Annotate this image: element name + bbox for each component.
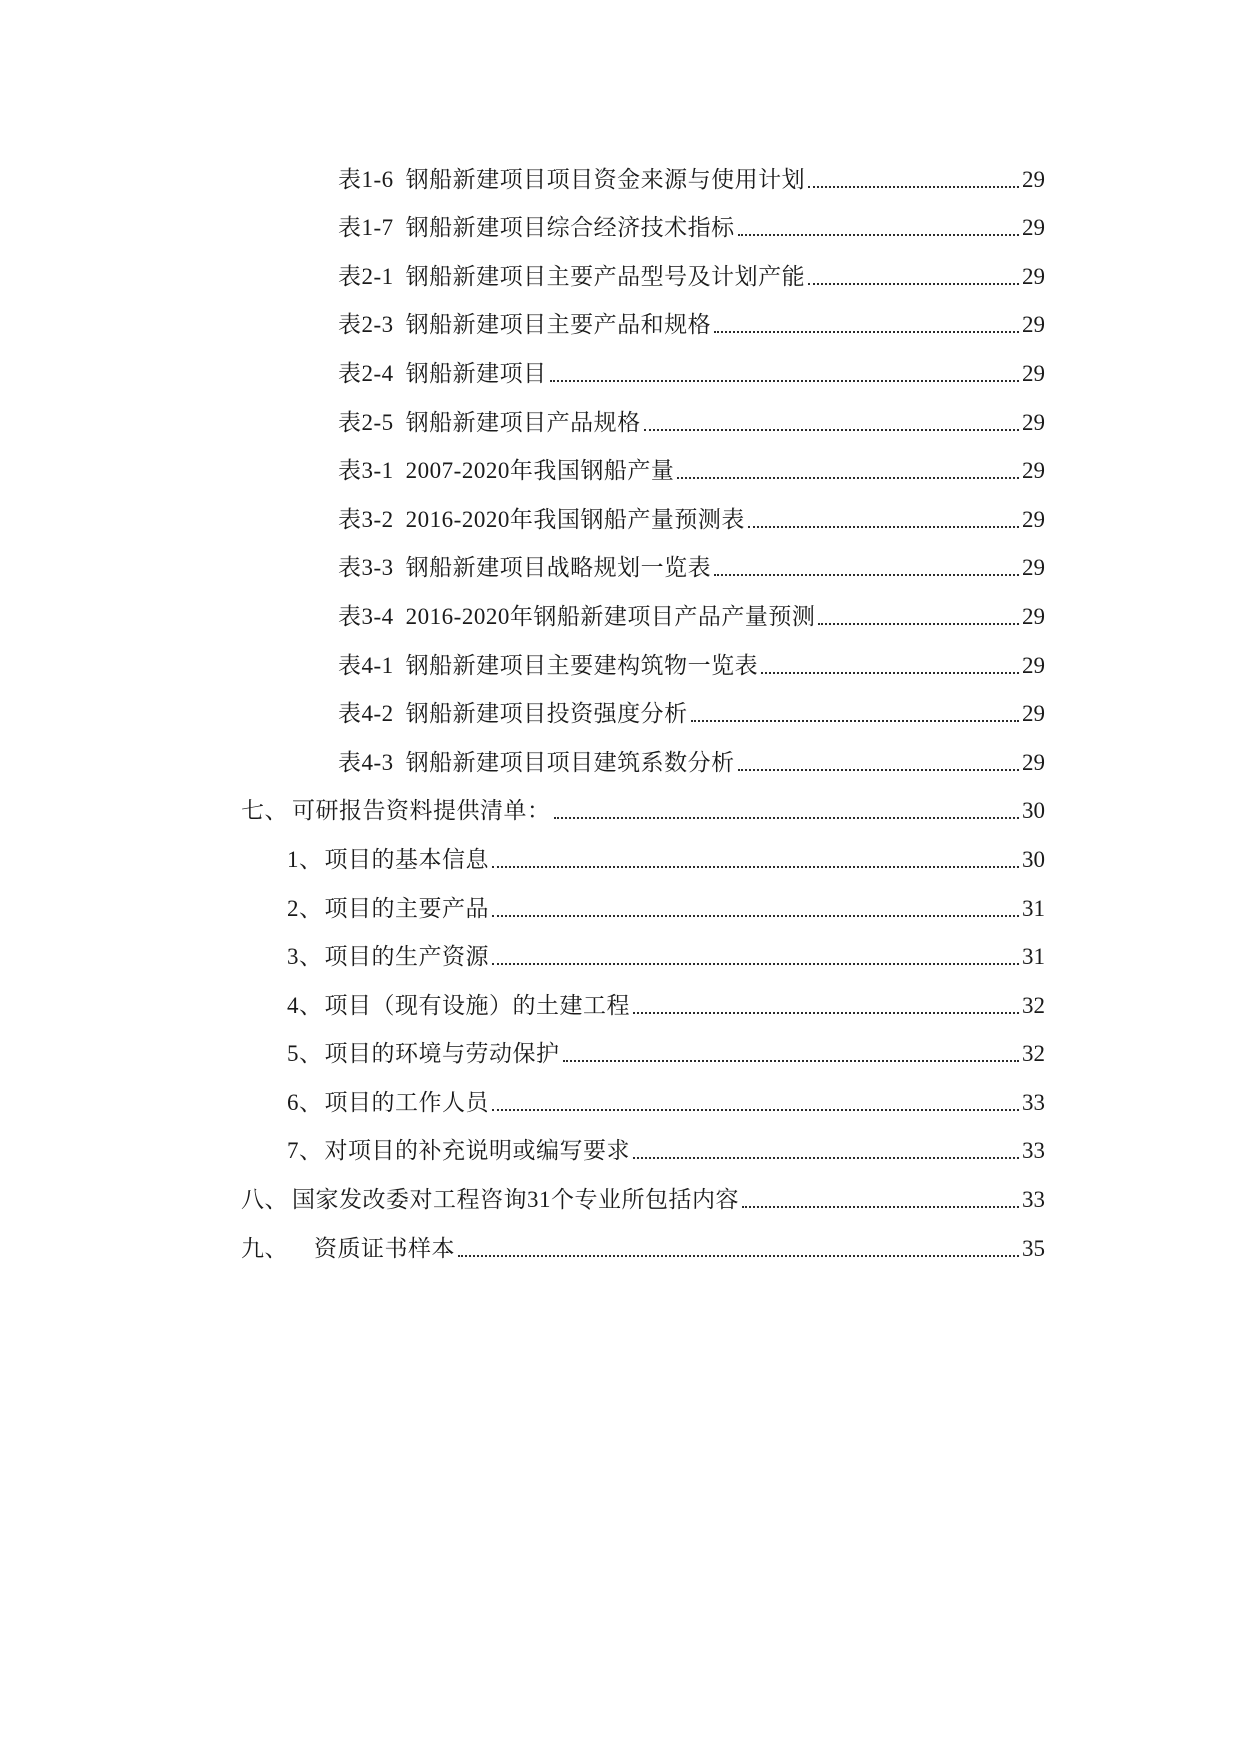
- toc-entry[interactable]: [0, 832, 1241, 881]
- toc-entry[interactable]: [0, 687, 1241, 736]
- toc-entry-title: 项目的生产资源: [324, 944, 489, 970]
- toc-entry[interactable]: [0, 201, 1241, 250]
- toc-entry-title: 项目的工作人员: [324, 1089, 489, 1115]
- table-of-contents: [0, 152, 1241, 1270]
- toc-entry-label: [338, 310, 711, 340]
- toc-entry-page-number: 29: [1022, 409, 1045, 435]
- dot-leader: [818, 623, 1019, 625]
- toc-entry-label: [338, 262, 805, 292]
- toc-entry-label: [338, 165, 805, 195]
- toc-entry-number: 九、: [241, 1235, 288, 1261]
- toc-entry-title: 资质证书样本: [314, 1235, 455, 1261]
- toc-entry-title: 项目的基本信息: [324, 846, 489, 872]
- toc-entry-number: 表2-5: [338, 409, 394, 435]
- dot-leader: [808, 186, 1019, 188]
- dot-leader: [492, 866, 1019, 868]
- toc-entry-title: 2016-2020年我国钢船产量预测表: [405, 506, 745, 532]
- dot-leader: [748, 526, 1019, 528]
- toc-entry[interactable]: [0, 978, 1241, 1027]
- dot-leader: [492, 915, 1019, 917]
- toc-entry[interactable]: [0, 346, 1241, 395]
- toc-entry-title: 钢船新建项目主要建构筑物一览表: [405, 652, 759, 678]
- toc-entry-title: 钢船新建项目综合经济技术指标: [405, 215, 735, 241]
- toc-entry-number: 6、: [287, 1089, 323, 1115]
- toc-entry[interactable]: [0, 784, 1241, 833]
- dot-leader: [563, 1060, 1020, 1062]
- toc-entry-label: [338, 408, 641, 438]
- toc-entry-page-number: 31: [1022, 944, 1045, 970]
- toc-entry-page-number: 29: [1022, 652, 1045, 678]
- toc-entry-page-number: 33: [1022, 1138, 1045, 1164]
- toc-entry-title: 钢船新建项目战略规划一览表: [405, 555, 712, 581]
- toc-entry[interactable]: [0, 1075, 1241, 1124]
- toc-entry-number: 表1-7: [338, 215, 394, 241]
- dot-leader: [633, 1012, 1019, 1014]
- toc-entry-title: 2016-2020年钢船新建项目产品产量预测: [405, 603, 816, 629]
- toc-entry-label: [241, 1234, 455, 1264]
- toc-entry-number: 5、: [287, 1041, 323, 1067]
- toc-entry-page-number: 29: [1022, 166, 1045, 192]
- toc-entry[interactable]: [0, 249, 1241, 298]
- toc-entry-label: [338, 505, 745, 535]
- toc-entry-title: 钢船新建项目主要产品型号及计划产能: [405, 263, 806, 289]
- dot-leader: [761, 672, 1019, 674]
- toc-entry-page-number: 29: [1022, 263, 1045, 289]
- toc-entry[interactable]: [0, 638, 1241, 687]
- toc-entry-label: [338, 748, 735, 778]
- dot-leader: [492, 1109, 1019, 1111]
- toc-entry-label: [338, 699, 688, 729]
- toc-entry-number: 表3-4: [338, 603, 394, 629]
- dot-leader: [738, 234, 1019, 236]
- toc-entry[interactable]: [0, 541, 1241, 590]
- toc-entry-number: 1、: [287, 846, 323, 872]
- toc-entry-label: [287, 1136, 630, 1166]
- dot-leader: [554, 817, 1020, 819]
- toc-entry-page-number: 33: [1022, 1089, 1045, 1115]
- dot-leader: [633, 1157, 1019, 1159]
- toc-entry[interactable]: [0, 298, 1241, 347]
- toc-entry[interactable]: [0, 1172, 1241, 1221]
- toc-entry-title: 对项目的补充说明或编写要求: [324, 1138, 630, 1164]
- toc-entry-page-number: 31: [1022, 895, 1045, 921]
- toc-entry-title: 2007-2020年我国钢船产量: [405, 458, 675, 484]
- toc-entry-title: 可研报告资料提供清单：: [292, 798, 551, 824]
- toc-entry-number: 表2-1: [338, 263, 394, 289]
- toc-entry-page-number: 35: [1022, 1235, 1045, 1261]
- toc-entry-page-number: 29: [1022, 701, 1045, 727]
- toc-entry-number: 七、: [241, 798, 288, 824]
- toc-entry-label: [287, 991, 630, 1021]
- dot-leader: [808, 283, 1019, 285]
- dot-leader: [550, 380, 1019, 382]
- toc-entry[interactable]: [0, 152, 1241, 201]
- toc-entry-title: 钢船新建项目: [405, 360, 547, 386]
- toc-entry[interactable]: [0, 1221, 1241, 1270]
- toc-entry-label: [287, 1039, 560, 1069]
- dot-leader: [677, 477, 1019, 479]
- toc-entry[interactable]: [0, 444, 1241, 493]
- toc-entry-label: [338, 359, 547, 389]
- toc-entry-number: 表2-3: [338, 312, 394, 338]
- toc-entry-number: 表3-1: [338, 458, 394, 484]
- dot-leader: [691, 720, 1019, 722]
- toc-entry-label: [338, 213, 735, 243]
- toc-entry-title: 国家发改委对工程咨询31个专业所包括内容: [292, 1187, 739, 1213]
- toc-entry-label: [338, 553, 711, 583]
- dot-leader: [714, 331, 1019, 333]
- toc-entry-page-number: 29: [1022, 555, 1045, 581]
- toc-entry-label: [338, 651, 758, 681]
- toc-entry[interactable]: [0, 1027, 1241, 1076]
- toc-entry[interactable]: [0, 930, 1241, 979]
- toc-entry-title: 钢船新建项目投资强度分析: [405, 701, 688, 727]
- toc-entry-label: [338, 602, 815, 632]
- toc-entry-page-number: 32: [1022, 1041, 1045, 1067]
- toc-entry-number: 4、: [287, 992, 323, 1018]
- dot-leader: [742, 1206, 1019, 1208]
- toc-entry[interactable]: [0, 1124, 1241, 1173]
- toc-entry-page-number: 29: [1022, 360, 1045, 386]
- dot-leader: [714, 574, 1019, 576]
- toc-entry-label: [241, 1185, 739, 1215]
- toc-entry-title: 钢船新建项目主要产品和规格: [405, 312, 712, 338]
- toc-entry-title: 项目的主要产品: [324, 895, 489, 921]
- toc-entry-number: 表4-3: [338, 749, 394, 775]
- toc-entry-page-number: 33: [1022, 1187, 1045, 1213]
- toc-entry-number: 表1-6: [338, 166, 394, 192]
- toc-entry-label: [287, 845, 489, 875]
- toc-entry-number: 表3-2: [338, 506, 394, 532]
- toc-entry-page-number: 30: [1022, 846, 1045, 872]
- toc-entry-label: [287, 894, 489, 924]
- toc-entry-page-number: 29: [1022, 458, 1045, 484]
- dot-leader: [738, 769, 1019, 771]
- toc-entry-title: 钢船新建项目项目建筑系数分析: [405, 749, 735, 775]
- toc-entry-number: 八、: [241, 1187, 288, 1213]
- toc-entry[interactable]: [0, 395, 1241, 444]
- toc-entry-number: 2、: [287, 895, 323, 921]
- toc-entry-number: 表4-1: [338, 652, 394, 678]
- toc-entry[interactable]: [0, 735, 1241, 784]
- toc-entry-title: 项目（现有设施）的土建工程: [324, 992, 630, 1018]
- toc-entry-title: 钢船新建项目产品规格: [405, 409, 641, 435]
- toc-entry-page-number: 29: [1022, 603, 1045, 629]
- dot-leader: [492, 963, 1019, 965]
- toc-entry-number: 3、: [287, 944, 323, 970]
- toc-entry-page-number: 30: [1022, 798, 1045, 824]
- toc-entry[interactable]: [0, 881, 1241, 930]
- toc-entry-page-number: 29: [1022, 506, 1045, 532]
- toc-entry-number: 表3-3: [338, 555, 394, 581]
- toc-entry-number: 表2-4: [338, 360, 394, 386]
- toc-entry-page-number: 29: [1022, 215, 1045, 241]
- toc-entry-page-number: 29: [1022, 312, 1045, 338]
- toc-entry-page-number: 29: [1022, 749, 1045, 775]
- toc-entry[interactable]: [0, 492, 1241, 541]
- toc-entry-page-number: 32: [1022, 992, 1045, 1018]
- toc-entry-title: 钢船新建项目项目资金来源与使用计划: [405, 166, 806, 192]
- toc-entry-number: 7、: [287, 1138, 323, 1164]
- toc-entry-number: 表4-2: [338, 701, 394, 727]
- toc-entry-label: [241, 796, 551, 826]
- toc-entry-label: [287, 1088, 489, 1118]
- toc-entry-label: [287, 942, 489, 972]
- toc-entry-title: 项目的环境与劳动保护: [324, 1041, 560, 1067]
- dot-leader: [644, 429, 1019, 431]
- dot-leader: [458, 1255, 1019, 1257]
- toc-entry[interactable]: [0, 589, 1241, 638]
- toc-entry-label: [338, 456, 674, 486]
